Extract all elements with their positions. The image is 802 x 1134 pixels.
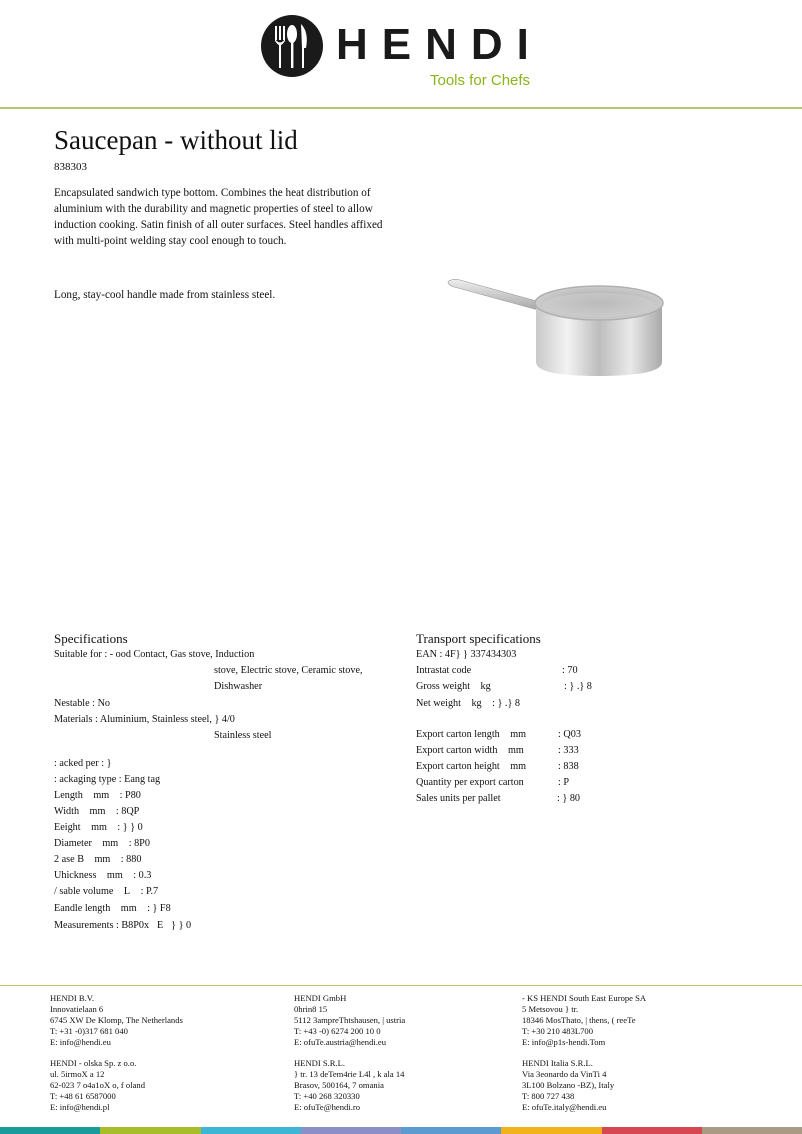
office-phone: T: +48 61 6587000	[50, 1091, 116, 1101]
footer-divider	[0, 985, 802, 986]
color-segment	[0, 1127, 100, 1134]
spec-packed-per: : acked per : }	[54, 758, 112, 769]
transport-label: Export carton width  mm 	[416, 745, 532, 756]
transport-value: : 838	[558, 761, 579, 772]
product-description: Encapsulated sandwich type bottom. Combines the heat distribution of aluminium with the durability and magnetic properties of steel to allow induction cooking. Satin finish of all outer surfaces. Steel handles affixed with multi-point welding stay cool enough to touch.	[54, 187, 383, 247]
saucepan-image	[440, 270, 685, 390]
office-phone: T: +43 -0) 6274 200 10 0	[294, 1026, 381, 1036]
office-name: HENDI - olska Sp. z o.o.	[50, 1058, 137, 1068]
logo-tagline: Tools for Chefs	[430, 72, 531, 89]
office-street: 0hrin8 15	[294, 1004, 328, 1014]
transport-ean: EAN : 4F} } 337434303	[416, 649, 517, 660]
spec-length: Length  mm  : P80	[54, 790, 141, 801]
office-city: 18346 MosThato, | thens, ( reeTe	[522, 1015, 636, 1025]
transport-value: : 333	[558, 745, 579, 756]
product-description-handle: Long, stay-cool handle made from stainless steel.	[54, 289, 276, 301]
bottom-color-bar	[0, 1127, 802, 1134]
office-phone: T: +30 210 483L700	[522, 1026, 594, 1036]
spec-measurements: Measurements : B8P0x E } } 0	[54, 920, 192, 931]
office-phone: T: +40 268 320330	[294, 1091, 360, 1101]
office-street: Via 3eonardo da VinTi 4	[522, 1069, 607, 1079]
transport-title: Transport specifications	[416, 631, 541, 646]
spec-suitable-for-cont: Dishwasher	[214, 681, 263, 692]
transport-net-weight: Net weight  kg  : } .} 8	[416, 698, 521, 709]
transport-value: : P	[558, 777, 570, 788]
transport-label: Gross weight  kg 	[416, 681, 499, 692]
office-city: 6745 XW De Klomp, The Netherlands	[50, 1015, 183, 1025]
office-street: Innovatielaan 6	[50, 1004, 104, 1014]
footer-office-greece	[522, 993, 646, 1113]
office-city: Brasov, 500164, 7 omania	[294, 1080, 384, 1090]
logo-wordmark: HENDI	[336, 20, 543, 69]
office-email[interactable]: E: info@hendi.eu	[50, 1037, 111, 1047]
office-email[interactable]: E: ofuTe@hendi.ro	[294, 1102, 361, 1112]
color-segment	[100, 1127, 200, 1134]
office-street: ul. 5irmoX a 12	[50, 1069, 105, 1079]
color-segment	[501, 1127, 601, 1134]
spec-thickness: Uhickness  mm  : 0.3	[54, 870, 152, 881]
office-city: 62-023 7 o4a1oX o, f oland	[50, 1080, 145, 1090]
spec-suitable-for: Suitable for : - ood Contact, Gas stove, Induction	[54, 649, 255, 660]
transport-value: : 70	[562, 665, 578, 676]
transport-label: Export carton height  mm 	[416, 761, 534, 772]
office-phone: T: +31 -0)317 681 040	[50, 1026, 128, 1036]
footer-office-austria	[294, 993, 405, 1113]
spec-height: Eeight  mm  : } } 0	[54, 822, 143, 833]
office-name: HENDI B.V.	[50, 993, 95, 1003]
product-title: Saucepan - without lid	[54, 125, 298, 155]
spec-materials: Materials : Aluminium, Stainless steel, } 4/0	[54, 714, 235, 725]
office-email[interactable]: E: ofuTe.austria@hendi.eu	[294, 1037, 387, 1047]
transport-value: : } 80	[557, 793, 581, 804]
transport-value: : Q03	[558, 729, 581, 740]
color-segment	[301, 1127, 401, 1134]
color-segment	[401, 1127, 501, 1134]
spec-materials-cont: Stainless steel	[214, 730, 272, 741]
office-name: HENDI GmbH	[294, 993, 347, 1003]
office-name: HENDI S.R.L.	[294, 1058, 346, 1068]
header	[0, 0, 802, 110]
spec-usable-volume: / sable volume  L  : P.7	[54, 886, 159, 897]
spec-packaging-type: : ackaging type : Eang tag	[54, 774, 161, 785]
transport-label: Intrastat code	[416, 665, 472, 676]
color-segment	[201, 1127, 301, 1134]
footer-office-netherlands	[50, 993, 183, 1113]
transport-label: Sales units per pallet	[416, 793, 501, 804]
office-name: HENDI Italia S.R.L.	[522, 1058, 593, 1068]
specifications-title: Specifications	[54, 631, 128, 646]
logo-cutlery-icon	[260, 14, 324, 78]
transport-label: Quantity per export carton	[416, 777, 524, 788]
office-email[interactable]: E: info@hendi.pl	[50, 1102, 110, 1112]
header-divider	[0, 107, 802, 109]
office-city: 5112 3ampreThtshausen, | ustria	[294, 1015, 406, 1025]
spec-base: 2 ase B  mm  : 880	[54, 854, 142, 865]
spec-nestable: Nestable : No	[54, 698, 111, 709]
transport-label: Export carton length  mm 	[416, 729, 534, 740]
product-code: 838303	[54, 161, 87, 173]
office-name: - KS HENDI South East Europe SA	[522, 993, 647, 1003]
transport-value: : } .} 8	[564, 681, 592, 692]
color-segment	[702, 1127, 802, 1134]
color-segment	[602, 1127, 702, 1134]
office-email[interactable]: E: info@p1s-hendi.Tom	[522, 1037, 606, 1047]
office-city: 3L100 Bolzano -BZ), Italy	[522, 1080, 615, 1090]
spec-width: Width  mm  : 8QP	[54, 806, 140, 817]
office-email[interactable]: E: ofuTe.italy@hendi.eu	[522, 1102, 607, 1112]
office-phone: T: 800 727 438	[522, 1091, 575, 1101]
spec-handle-length: Eandle length  mm  : } F8	[54, 903, 171, 914]
hendi-logo[interactable]	[260, 12, 550, 92]
spec-diameter: Diameter  mm  : 8P0	[54, 838, 150, 849]
spec-suitable-for-cont: stove, Electric stove, Ceramic stove,	[214, 665, 363, 676]
office-street: 5 Metsovou } tr.	[522, 1004, 579, 1014]
office-street: } tr. 13 deTem4rie L4l , k ala 14	[294, 1069, 405, 1079]
